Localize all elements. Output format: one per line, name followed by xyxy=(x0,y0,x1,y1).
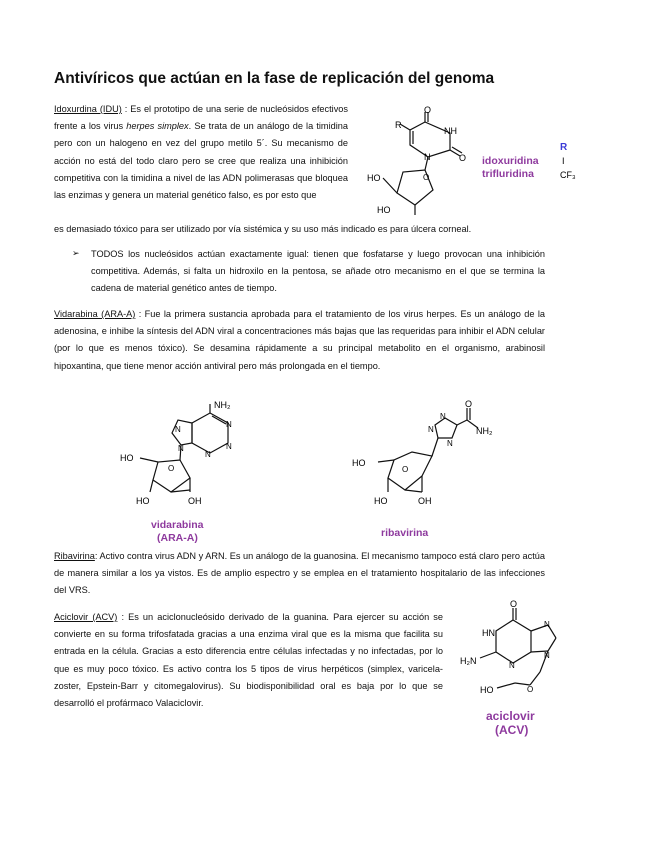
idoxuridina-term: Idoxurdina (IDU) xyxy=(54,104,122,114)
rib-ho-left: HO xyxy=(352,458,366,468)
vid-n3: N xyxy=(226,442,232,451)
idoxuridina-paragraph xyxy=(54,101,348,204)
vid-ho-bottom: HO xyxy=(136,496,150,506)
ara-a-label: (ARA-A) xyxy=(157,532,198,544)
acv-n9: N xyxy=(544,651,550,660)
rib-ring-o: O xyxy=(402,465,409,474)
arrow-bullet-icon: ➢ xyxy=(72,248,80,258)
rib-n-right: N xyxy=(447,439,453,448)
vid-n5: N xyxy=(205,450,211,459)
acv-hn: HN xyxy=(482,628,495,638)
ribavirina-label: ribavirina xyxy=(381,527,429,539)
ribavirina-term: Ribavirina xyxy=(54,551,95,561)
acv-o: O xyxy=(510,599,518,609)
idoxuridina-paragraph-end: es demasiado tóxico para ser utilizado por vía sistémica y su uso más indicado es para úlcera corneal. xyxy=(54,224,472,234)
r-group-iodine: I xyxy=(562,156,565,166)
vidarabina-paragraph xyxy=(54,306,545,375)
acv-ether-o: O xyxy=(527,685,534,694)
rib-n-top: N xyxy=(440,412,446,421)
vid-n9: N xyxy=(178,444,184,453)
vidarabina-text: : Fue la primera sustancia aprobada para el tratamiento de los virus herpes. Es un análogo de la adenosina, e inhibe la síntesis del ADN viral a concentraciones más bajas que las requeridas para inhibir el ADN celular (por lo que es menos tóxico). Se desamina rápidamente a su principal metabolito en el organismo, arabinosil hipoxantina, que tiene menor acción antiviral pero más prolongada en el tiempo. xyxy=(54,309,546,371)
ribavirina-text: : Activo contra virus ADN y ARN. Es un análogo de la guanosina. El mecanismo tampoco está claro pero actúa de manera similar a los ya vistos. Es de amplio espectro y se emplea en el tratamiento hospitalario de las infecciones del VRS. xyxy=(54,551,545,596)
vid-ring-o: O xyxy=(168,464,175,473)
rib-bonds xyxy=(378,408,478,492)
rib-oh-bottom: OH xyxy=(418,496,432,506)
r-group-cf3: CF₃ xyxy=(560,170,576,180)
aciclovir-structure xyxy=(455,595,575,740)
acv-n7: N xyxy=(544,620,550,629)
acv-abbrev-label: (ACV) xyxy=(495,723,529,737)
vid-n1: N xyxy=(226,420,232,429)
acv-h2n: H₂N xyxy=(460,656,477,666)
idox-nh: NH xyxy=(444,126,457,136)
idox-o-top: O xyxy=(424,105,432,115)
rib-ho-bottom: HO xyxy=(374,496,388,506)
aciclovir-term: Aciclovir (ACV) xyxy=(54,612,118,622)
acv-n3: N xyxy=(509,661,515,670)
idoxuridina-text-rest: . Se trata de un análogo de la timidina pero con un halogeno en vez del grupo metilo 5´. Su mecanismo de acción no está del todo claro pero se cree que realiza una inhibición competitiva con la timidina a nivel de las ADN polimerasas que bloquea las enzimas y genera un material genético falso, es por esto que xyxy=(54,121,348,201)
rib-o: O xyxy=(465,399,473,409)
acv-ho: HO xyxy=(480,685,494,695)
trifluridina-label: trifluridina xyxy=(482,168,534,180)
idoxuridina-text-top: : Es el prototipo de una serie de nucleósidos efectivos frente a los virus xyxy=(54,104,348,132)
rib-nh2: NH₂ xyxy=(476,426,493,436)
idox-o-right: O xyxy=(459,153,467,163)
ribavirina-paragraph xyxy=(54,548,545,600)
vid-n7: N xyxy=(175,425,181,434)
rib-n-left: N xyxy=(428,425,434,434)
r-group-header: R xyxy=(560,142,568,153)
idox-ho-top: HO xyxy=(367,173,381,183)
idoxuridina-structure xyxy=(360,100,600,225)
herpes-simplex-italic: herpes simplex xyxy=(126,121,189,132)
vidarabina-structure xyxy=(115,395,265,545)
idox-n: N xyxy=(424,152,431,162)
page-title: Antivíricos que actúan en la fase de replicación del genoma xyxy=(54,70,495,87)
idoxuridina-label: idoxuridina xyxy=(482,155,539,167)
ribavirina-structure xyxy=(345,395,505,545)
idox-ho-bottom: HO xyxy=(377,205,391,215)
bullet-text: TODOS los nucleósidos actúan exactamente igual: tienen que fosfatarse y luego provocan una inhibición competitiva. Además, si falta un hidroxilo en la pentosa, se añade otro mecanismo en el que se termina la cadena de material genético antes de tiempo. xyxy=(91,249,545,294)
vidarabina-label: vidarabina xyxy=(151,519,204,531)
vidarabina-term: Vidarabina (ARA-A) xyxy=(54,309,136,319)
vid-bonds xyxy=(140,404,228,492)
aciclovir-paragraph xyxy=(54,609,443,712)
idox-r: R xyxy=(395,120,402,130)
aciclovir-label: aciclovir xyxy=(486,709,535,723)
vid-ho-left: HO xyxy=(120,453,134,463)
idox-ring-o: O xyxy=(423,173,430,182)
vid-oh-bottom: OH xyxy=(188,496,202,506)
vid-nh2: NH₂ xyxy=(214,400,231,410)
aciclovir-text: : Es un aciclonucleósido derivado de la guanina. Para ejercer su acción se convierte en su forma trifosfatada gracias a una enzima viral que es la misma que facilita su entrada en la célula. Gracias a esto diferencia entre células infectadas y no infectadas, por lo que es muy poco tóxico. Es activo contra los 5 tipos de virus herpéticos (simplex, varicela-zoster, Epstein-Barr y citomegalovirus). Su biodisponibilidad oral es baja por lo que se desarrolló el profármaco Valaciclovir. xyxy=(54,612,443,709)
